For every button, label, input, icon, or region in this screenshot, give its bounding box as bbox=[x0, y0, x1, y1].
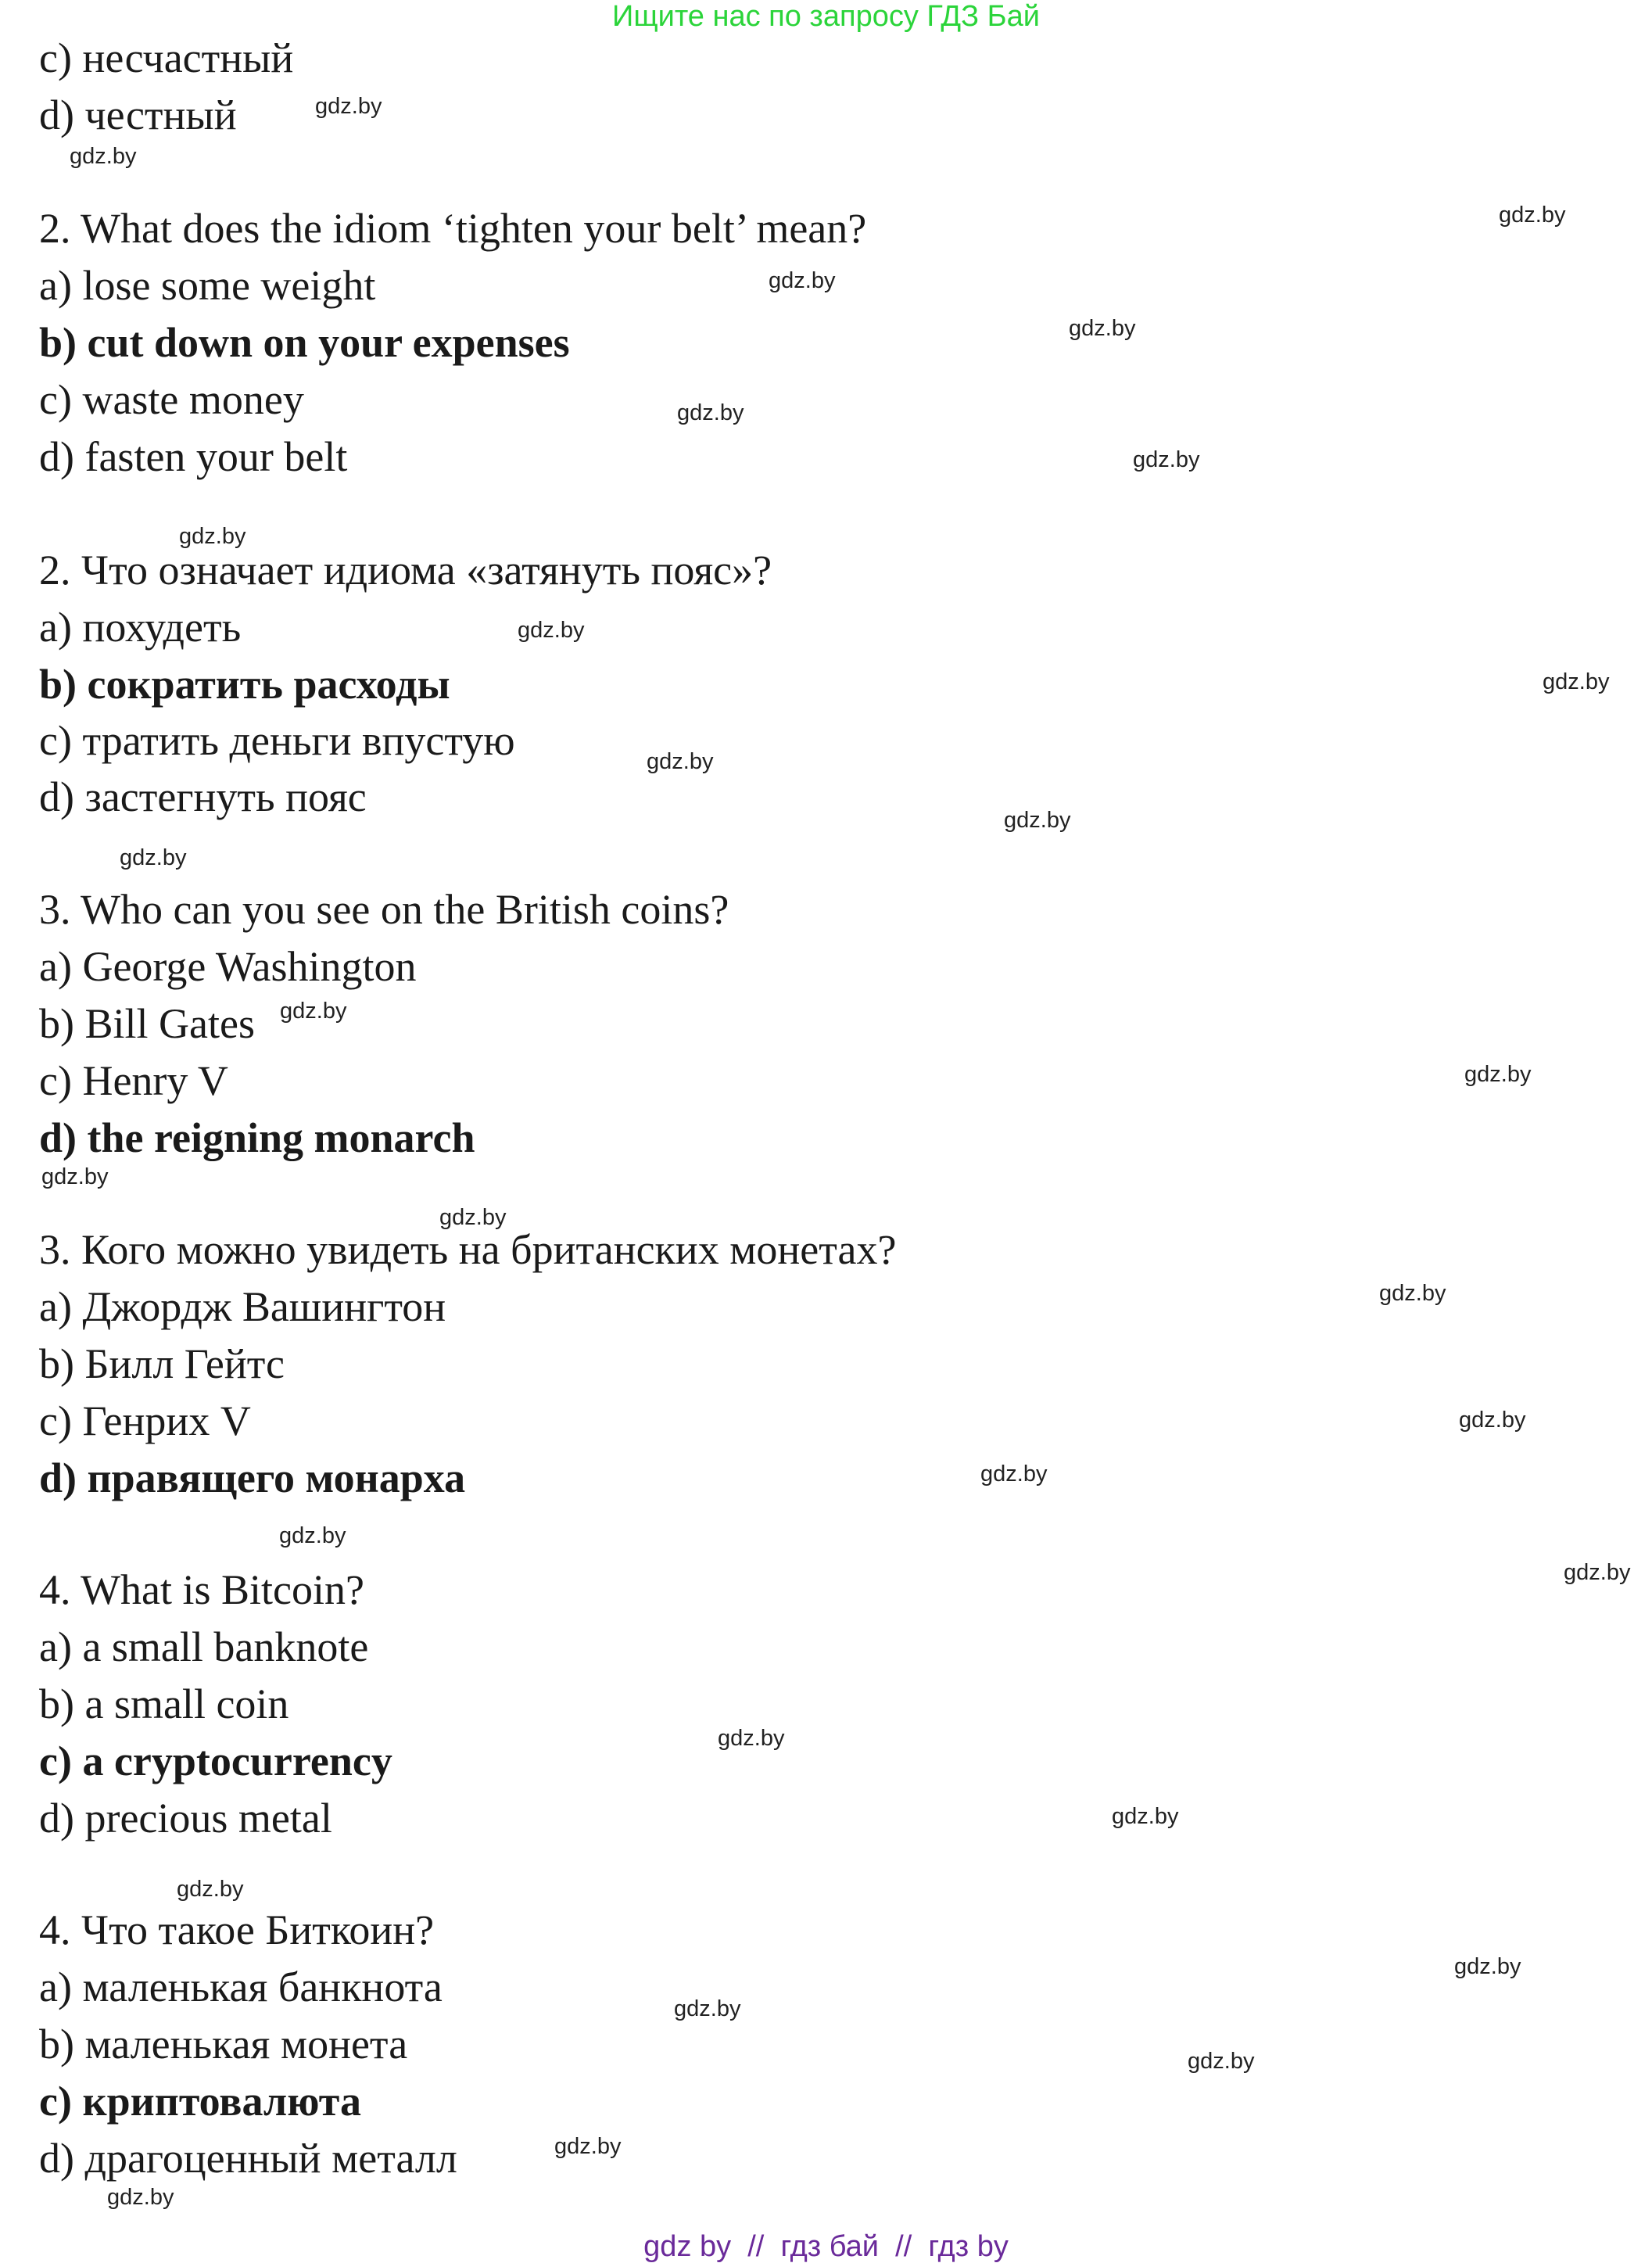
watermark: gdz.by bbox=[107, 2185, 174, 2210]
answer-a-4-en: a) a small banknote bbox=[39, 1623, 369, 1670]
watermark: gdz.by bbox=[1188, 2049, 1255, 2074]
question-2-ru: 2. Что означает идиома «затянуть пояс»? bbox=[39, 547, 772, 594]
watermark: gdz.by bbox=[70, 144, 137, 169]
answer-b-3-ru: b) Билл Гейтс bbox=[39, 1340, 285, 1387]
watermark: gdz.by bbox=[518, 618, 585, 643]
answer-a-4-ru: a) маленькая банкнота bbox=[39, 1964, 443, 2010]
watermark: gdz.by bbox=[279, 1523, 346, 1548]
watermark: gdz.by bbox=[1564, 1560, 1631, 1585]
watermark: gdz.by bbox=[1464, 1062, 1532, 1087]
watermark: gdz.by bbox=[980, 1461, 1048, 1487]
watermark: gdz.by bbox=[179, 524, 246, 549]
answer-d-2-ru: d) застегнуть пояс bbox=[39, 773, 367, 820]
answer-b-3-en: b) Bill Gates bbox=[39, 1000, 255, 1047]
footer-links: gdz by // гдз бай // гдз by bbox=[643, 2230, 1009, 2263]
answer-a-2-en: a) lose some weight bbox=[39, 262, 376, 309]
answer-d-4-ru: d) драгоценный металл bbox=[39, 2135, 457, 2182]
watermark: gdz.by bbox=[315, 94, 382, 119]
watermark: gdz.by bbox=[1459, 1408, 1526, 1433]
watermark: gdz.by bbox=[1454, 1954, 1521, 1979]
promo-header: Ищите нас по запросу ГДЗ Бай bbox=[612, 0, 1040, 33]
answer-b-2-en-correct: b) cut down on your expenses bbox=[39, 319, 570, 366]
watermark: gdz.by bbox=[41, 1164, 109, 1189]
answer-b-4-ru: b) маленькая монета bbox=[39, 2021, 408, 2068]
answer-c-3-ru: c) Генрих V bbox=[39, 1397, 251, 1444]
question-3-ru: 3. Кого можно увидеть на британских монетах? bbox=[39, 1226, 897, 1273]
question-4-en: 4. What is Bitcoin? bbox=[39, 1566, 364, 1613]
watermark: gdz.by bbox=[177, 1877, 244, 1902]
watermark: gdz.by bbox=[677, 400, 744, 425]
answer-d-2-en: d) fasten your belt bbox=[39, 433, 348, 480]
watermark: gdz.by bbox=[439, 1205, 507, 1230]
question-4-ru: 4. Что такое Биткоин? bbox=[39, 1906, 435, 1953]
answer-b-4-en: b) a small coin bbox=[39, 1680, 289, 1727]
question-3-en: 3. Who can you see on the British coins? bbox=[39, 886, 729, 933]
answer-d-1-ru: d) честный bbox=[39, 91, 237, 138]
answer-c-2-ru: c) тратить деньги впустую bbox=[39, 717, 515, 764]
answer-d-3-en-correct: d) the reigning monarch bbox=[39, 1114, 475, 1161]
answer-d-3-ru-correct: d) правящего монарха bbox=[39, 1454, 466, 1501]
watermark: gdz.by bbox=[1133, 447, 1200, 472]
watermark: gdz.by bbox=[1112, 1804, 1179, 1829]
answer-c-1-ru: c) несчастный bbox=[39, 34, 294, 81]
answer-c-4-ru-correct: c) криптовалюта bbox=[39, 2078, 361, 2125]
watermark: gdz.by bbox=[769, 268, 836, 293]
watermark: gdz.by bbox=[1499, 203, 1566, 228]
answer-c-2-en: c) waste money bbox=[39, 376, 304, 423]
watermark: gdz.by bbox=[1004, 808, 1071, 833]
question-2-en: 2. What does the idiom ‘tighten your belt’ mean? bbox=[39, 205, 867, 252]
watermark: gdz.by bbox=[280, 999, 347, 1024]
watermark: gdz.by bbox=[718, 1726, 785, 1751]
watermark: gdz.by bbox=[120, 845, 187, 870]
answer-a-3-en: a) George Washington bbox=[39, 943, 417, 990]
watermark: gdz.by bbox=[1543, 669, 1610, 694]
answer-a-2-ru: a) похудеть bbox=[39, 604, 242, 651]
watermark: gdz.by bbox=[674, 1996, 741, 2021]
watermark: gdz.by bbox=[1069, 316, 1136, 341]
answer-a-3-ru: a) Джордж Вашингтон bbox=[39, 1283, 446, 1330]
watermark: gdz.by bbox=[1379, 1281, 1446, 1306]
watermark: gdz.by bbox=[647, 749, 714, 774]
answer-c-3-en: c) Henry V bbox=[39, 1057, 228, 1104]
answer-c-4-en-correct: c) a cryptocurrency bbox=[39, 1738, 392, 1784]
answer-d-4-en: d) precious metal bbox=[39, 1795, 332, 1842]
answer-b-2-ru-correct: b) сократить расходы bbox=[39, 661, 450, 708]
watermark: gdz.by bbox=[554, 2134, 622, 2159]
